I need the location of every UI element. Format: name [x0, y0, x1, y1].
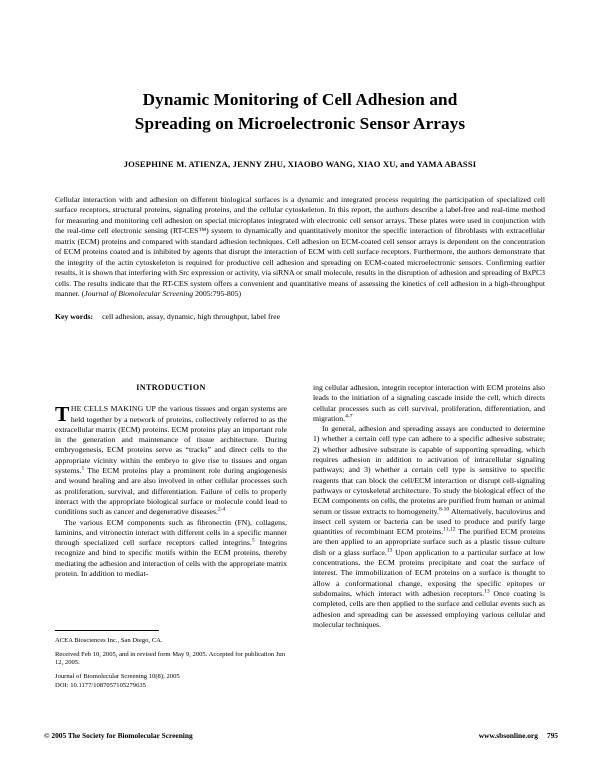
keywords	[55, 312, 545, 322]
keywords-value: cell adhesion, assay, dynamic, high throughput, label free	[102, 312, 281, 322]
paragraph-text: the various tissues and organ systems are held together by a network of proteins, collectively referred to as the extracellular matrix (ECM) proteins. ECM proteins play an important role in the generation and maintenance of tissue architecture. During embryogenesis, ECM proteins serve as “tracks” and direct cells to the appropriate vicinity within the embryo to give rise to tissues and organ systems.	[55, 404, 288, 476]
paragraph-text: Integrins recognize and bind to specific motifs within the ECM proteins, thereby mediating the adhesion and interaction of cells with the appropriate matrix protein. In addition to mediat-	[55, 538, 287, 579]
doi-line: DOI: 10.1177/1087057105279635	[55, 681, 146, 689]
drop-cap: T	[55, 402, 70, 427]
footnote-divider	[55, 630, 159, 631]
paragraph-text: The ECM proteins play a prominent role during angiogenesis and wound healing and are also involved in other cellular processes such as proliferation, survival, and differentiation. Failure of cells to properly interact with the appropriate biological surface or molecule could lead to conditions such as cancer and degenerative diseases.	[55, 466, 287, 517]
citation-ref: 2-4	[217, 506, 226, 513]
citation-ref: 1	[81, 465, 85, 472]
footer-right-group	[479, 731, 558, 740]
citation-ref: 5	[251, 537, 255, 544]
paragraph-text: ing cellular adhesion, integrin receptor interaction with ECM proteins also leads to the initiation of a signaling cascade inside the cell, which directs cellular processes such as cell survival, proliferation, differentiation, and migration.	[313, 383, 545, 423]
paragraph	[55, 518, 287, 580]
paragraph-text: Alternatively, baculovirus and insect cell system or bacteria can be used to produce and purify large quantities of recombinant ECM proteins.	[313, 506, 545, 537]
paragraph-text: Once coating is completed, cells are then applied to the surface and cellular events such as adhesion and spreading can be assessed employing various cellular and molecular techniques.	[313, 588, 545, 629]
citation-ref: 13	[386, 547, 393, 554]
paragraph-text: The various ECM components such as fibronectin (FN), collagens, laminins, and vitronectin interact with different cells in a specific manner through specialized cell surface receptors called integrins.	[55, 517, 287, 548]
article-header	[55, 0, 545, 322]
page-footer	[44, 731, 558, 740]
author-list: JOSEPHINE M. ATIENZA, JENNY ZHU, XIAOBO WANG, XIAO XU, and YAMA ABASSI	[123, 159, 477, 169]
citation-ref: 4-7	[345, 413, 353, 420]
citation-ref: 8-10	[438, 505, 450, 512]
paragraph	[55, 404, 287, 517]
page-title	[55, 88, 545, 136]
citation-ref: 11,12	[443, 526, 456, 533]
paragraph-text: Upon application to a particular surface at low concentrations, the ECM proteins precipitate and coat the surface of interest. The immobilization of ECM proteins on a surface is thought to allow a conformational change, exposing the specific epitopes or subdomains, which interact with adhesion receptors.	[313, 547, 545, 598]
right-column	[313, 383, 545, 630]
section-heading-introduction: INTRODUCTION	[136, 383, 206, 392]
journal-volume-line: Journal of Biomolecular Screening 10(8); 2005	[55, 673, 180, 681]
website-url: www.sbsonline.org	[478, 731, 538, 740]
page-number: 795	[546, 731, 558, 740]
affiliation-line: ACEA Biosciences Inc., San Diego, CA.	[55, 636, 163, 644]
paragraph	[313, 383, 545, 424]
footnote-block	[55, 630, 287, 690]
citation-ref: 13	[484, 588, 490, 595]
title-line-1: Dynamic Monitoring of Cell Adhesion and	[142, 90, 458, 109]
paragraph-text: In general, adhesion and spreading assays are conducted to determine 1) whether a certain cell type can adhere to a specific adhesive substrate; 2) whether adhesive substrate is capable of supporting spreading, which requires adhesion in addition to activation of intracellular signaling pathways; and 3) whether a certain cell type is sensitive to specific reagents that can block the cell/ECM interaction or disrupt cell-signaling pathways or cytoskeletal architecture. To study the biological effect of the ECM components on cells, the proteins are purified from human or animal serum or tissue extracts to homogeneity.	[313, 424, 545, 516]
opening-small-caps: HE CELLS MAKING UP	[70, 404, 156, 414]
abstract-journal-citation: Journal of Biomolecular Screening	[84, 289, 194, 299]
received-accepted-line: Received Feb 10, 2005, and in revised form May 9, 2005. Accepted for publication Jun 12, 2005.	[55, 650, 285, 667]
left-column	[55, 383, 287, 579]
paragraph	[313, 424, 545, 630]
title-line-2: Spreading on Microelectronic Sensor Arrays	[134, 114, 466, 133]
abstract-text: Cellular interaction with and adhesion on different biological surfaces is a dynamic and integrated process requiring the participation of specialized cell surface receptors, structural proteins, signaling proteins, and the cellular cytoskeleton. In this report, the authors describe a label-free and real-time method for measuring and monitoring cell adhesion on special microplates integrated with electronic cell sensor arrays. These plates were used in conjunction with the real-time cell electronic sensing (RT-CES™) system to dynamically and quantitatively monitor the specific interaction of fibroblasts with extracellular matrix (ECM) proteins and compared with standard adhesion techniques. Cell adhesion on ECM-coated cell sensor arrays is dependent on the concentration of ECM proteins coated and is inhibited by agents that disrupt the interaction of ECM with cell surface receptors. Furthermore, the authors demonstrate that the integrity of the actin cytoskeleton is required for productive cell adhesion and spreading on ECM-coated microelectronic sensors. Confirming earlier results, it is shown that interfering with Src expression or activity, via siRNA or small molecule, results in the disruption of adhesion and spreading of BxPC3 cells. The results indicate that the RT-CES system offers a convenient and quantitative means of assessing the kinetics of cell adhesion in a high-throughput manner. (	[55, 195, 545, 299]
copyright-notice: © 2005 The Society for Biomolecular Screening	[44, 731, 193, 740]
keywords-label: Key words:	[55, 312, 94, 322]
paragraph-text: The purified ECM proteins are then applied to an appropriate surface such as a plastic tissue culture dish or a glass surface.	[313, 527, 545, 557]
abstract-citation-tail: 2005:795-805)	[193, 289, 242, 299]
abstract	[55, 195, 545, 300]
